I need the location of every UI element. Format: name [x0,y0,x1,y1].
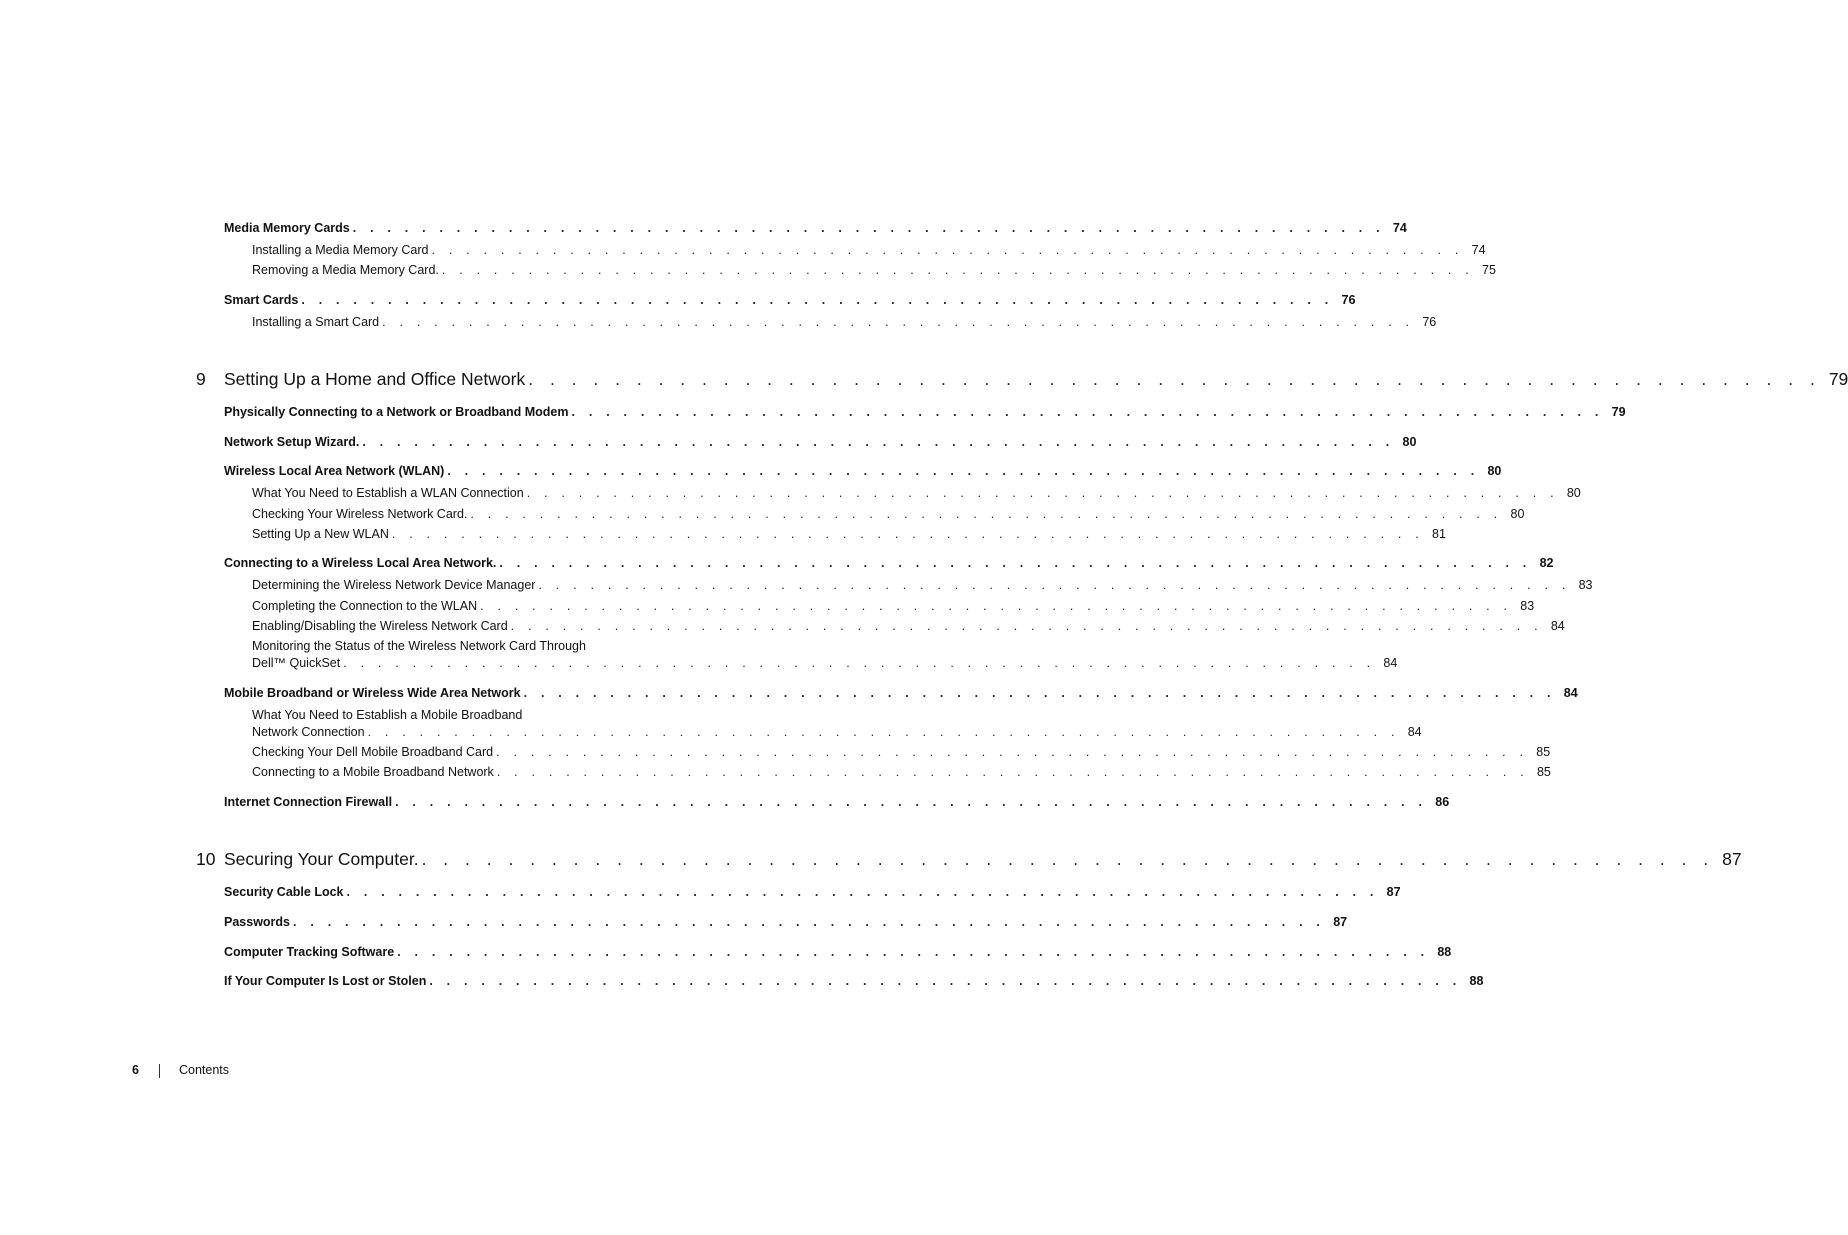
toc-entry-title: Media Memory Cards [224,221,350,235]
toc-section[interactable] [224,685,1578,702]
toc-section[interactable] [224,463,1502,480]
footer-section-label: Contents [179,1063,230,1077]
toc-subsection[interactable] [252,618,1565,635]
toc-entry-title: Checking Your Dell Mobile Broadband Card [252,745,494,759]
toc-entry-title: Smart Cards [224,293,299,307]
toc-page-number: 87 [1722,849,1742,869]
toc-entry-title: Connecting to a Wireless Local Area Network. [224,556,497,570]
toc-page-number: 80 [1510,507,1525,521]
toc-page-number: 81 [1432,527,1446,541]
toc-page-number: 86 [1435,795,1450,809]
toc-dot-leader: . . . . . . . . . . . . . . . . . . . . . . . . . . . . . . . . . . . . . . . . . . . . . . . . . . . . . . . . . . . . [447,464,1480,478]
toc-section[interactable] [224,973,1484,990]
toc-entry-title: Connecting to a Mobile Broadband Network [252,765,494,779]
toc-dot-leader: . . . . . . . . . . . . . . . . . . . . . . . . . . . . . . . . . . . . . . . . . . . . . . . . . . . . . . . . . . . . [293,915,1326,929]
toc-section[interactable] [224,434,1417,451]
toc-dot-leader: . . . . . . . . . . . . . . . . . . . . . . . . . . . . . . . . . . . . . . . . . . . . . . . . . . . . . . . . . . . . [528,369,1821,389]
toc-page-number: 74 [1392,221,1407,235]
toc-chapter-number: 9 [196,369,206,389]
toc-subsection[interactable] [252,744,1551,761]
toc-entry-title: Installing a Media Memory Card [252,243,429,257]
toc-chapter-number: 10 [196,849,216,869]
toc-subsection[interactable] [252,526,1446,543]
toc-section[interactable] [224,220,1407,237]
toc-page-number: 80 [1402,435,1417,449]
toc-entry-title: Dell™ QuickSet [252,656,341,670]
toc-page-number: 79 [1828,369,1848,389]
toc-page-number: 76 [1422,315,1437,329]
toc-dot-leader: . . . . . . . . . . . . . . . . . . . . . . . . . . . . . . . . . . . . . . . . . . . . . . . . . . . . . . . . . . . . [470,507,1503,521]
toc-entry-title: Security Cable Lock [224,885,344,899]
toc-dot-leader: . . . . . . . . . . . . . . . . . . . . . . . . . . . . . . . . . . . . . . . . . . . . . . . . . . . . . . . . . . . . [441,263,1474,277]
toc-section[interactable] [224,555,1554,572]
toc-dot-leader: . . . . . . . . . . . . . . . . . . . . . . . . . . . . . . . . . . . . . . . . . . . . . . . . . . . . . . . . . . . . [391,527,1424,541]
toc-entry-title: Internet Connection Firewall [224,795,393,809]
toc-dot-leader: . . . . . . . . . . . . . . . . . . . . . . . . . . . . . . . . . . . . . . . . . . . . . . . . . . . . . . . . . . . . [499,556,1532,570]
toc-entry-title: Network Connection [252,725,365,739]
toc-subsection[interactable] [252,506,1525,523]
toc-entry-title: Computer Tracking Software [224,945,395,959]
toc-dot-leader: . . . . . . . . . . . . . . . . . . . . . . . . . . . . . . . . . . . . . . . . . . . . . . . . . . . . . . . . . . . . [523,686,1556,700]
toc-section[interactable] [224,794,1450,811]
toc-page-number: 83 [1520,599,1535,613]
toc-chapter[interactable] [224,368,1848,390]
toc-entry-title: Passwords [224,915,291,929]
toc-page-number: 82 [1539,556,1554,570]
toc-dot-leader: . . . . . . . . . . . . . . . . . . . . . . . . . . . . . . . . . . . . . . . . . . . . . . . . . . . . . . . . . . . . [571,405,1604,419]
toc-dot-leader: . . . . . . . . . . . . . . . . . . . . . . . . . . . . . . . . . . . . . . . . . . . . . . . . . . . . . . . . . . . . [526,486,1559,500]
toc-subsection[interactable] [252,242,1486,259]
toc-dot-leader: . . . . . . . . . . . . . . . . . . . . . . . . . . . . . . . . . . . . . . . . . . . . . . . . . . . . . . . . . . . . [431,243,1464,257]
toc-subsection[interactable] [252,577,1593,594]
toc-page-number: 88 [1469,974,1484,988]
toc-dot-leader: . . . . . . . . . . . . . . . . . . . . . . . . . . . . . . . . . . . . . . . . . . . . . . . . . . . . . . . . . . . . [496,745,1529,759]
toc-section[interactable] [224,884,1401,901]
toc-dot-leader: . . . . . . . . . . . . . . . . . . . . . . . . . . . . . . . . . . . . . . . . . . . . . . . . . . . . . . . . . . . . [496,765,1529,779]
toc-page-number: 83 [1578,578,1593,592]
toc-subsection[interactable] [252,707,1422,741]
toc-entry-title-line1: Monitoring the Status of the Wireless Network Card Through [252,639,586,653]
toc-page-number: 75 [1482,263,1496,277]
toc-dot-leader: . . . . . . . . . . . . . . . . . . . . . . . . . . . . . . . . . . . . . . . . . . . . . . . . . . . . . . . . . . . . [346,885,1379,899]
toc-page-number: 87 [1333,915,1348,929]
toc-dot-leader: . . . . . . . . . . . . . . . . . . . . . . . . . . . . . . . . . . . . . . . . . . . . . . . . . . . . . . . . . . . . [301,293,1334,307]
toc-page-number: 79 [1611,405,1626,419]
toc-page-number: 88 [1437,945,1452,959]
toc-page-number: 80 [1566,486,1581,500]
toc-page-number: 74 [1471,243,1486,257]
toc-page-number: 76 [1341,293,1356,307]
toc-section[interactable] [224,944,1452,961]
toc-page-number: 85 [1536,765,1551,779]
toc-subsection[interactable] [252,314,1437,331]
toc-section[interactable] [224,914,1348,931]
toc-subsection[interactable] [252,638,1398,672]
toc-page-number: 84 [1563,686,1578,700]
toc-dot-leader: . . . . . . . . . . . . . . . . . . . . . . . . . . . . . . . . . . . . . . . . . . . . . . . . . . . . . . . . . . . . [480,599,1513,613]
toc-entry-title: Completing the Connection to the WLAN [252,599,478,613]
toc-page-number: 80 [1487,464,1502,478]
toc-entry-title: Physically Connecting to a Network or Broadband Modem [224,405,569,419]
toc-chapter[interactable] [224,848,1742,870]
toc-subsection[interactable] [252,262,1496,279]
toc-dot-leader: . . . . . . . . . . . . . . . . . . . . . . . . . . . . . . . . . . . . . . . . . . . . . . . . . . . . . . . . . . . . [421,849,1715,869]
toc-page-number: 84 [1550,619,1565,633]
toc-subsection[interactable] [252,485,1581,502]
toc-subsection[interactable] [252,598,1535,615]
toc-dot-leader: . . . . . . . . . . . . . . . . . . . . . . . . . . . . . . . . . . . . . . . . . . . . . . . . . . . . . . . . . . . . [538,578,1571,592]
toc-dot-leader: . . . . . . . . . . . . . . . . . . . . . . . . . . . . . . . . . . . . . . . . . . . . . . . . . . . . . . . . . . . . [362,435,1395,449]
toc-page-number: 84 [1383,656,1398,670]
toc-entry-title: Mobile Broadband or Wireless Wide Area Network [224,686,521,700]
toc-page-number: 87 [1386,885,1401,899]
toc-section[interactable] [224,404,1626,421]
toc-entry-title: Wireless Local Area Network (WLAN) [224,464,445,478]
toc-dot-leader: . . . . . . . . . . . . . . . . . . . . . . . . . . . . . . . . . . . . . . . . . . . . . . . . . . . . . . . . . . . . [382,315,1415,329]
toc-dot-leader: . . . . . . . . . . . . . . . . . . . . . . . . . . . . . . . . . . . . . . . . . . . . . . . . . . . . . . . . . . . . [510,619,1543,633]
toc-entry-title: Enabling/Disabling the Wireless Network Card [252,619,508,633]
toc-entry-title: What You Need to Establish a WLAN Connection [252,486,524,500]
toc-entry-title: Setting Up a Home and Office Network [224,369,526,389]
toc-entry-title: Network Setup Wizard. [224,435,360,449]
toc-page-number: 84 [1407,725,1422,739]
toc-entry-title: Securing Your Computer. [224,849,419,869]
toc-dot-leader: . . . . . . . . . . . . . . . . . . . . . . . . . . . . . . . . . . . . . . . . . . . . . . . . . . . . . . . . . . . . [343,656,1376,670]
toc-subsection[interactable] [252,764,1551,781]
toc-section[interactable] [224,292,1356,309]
toc-entry-title: Determining the Wireless Network Device Manager [252,578,536,592]
toc-dot-leader: . . . . . . . . . . . . . . . . . . . . . . . . . . . . . . . . . . . . . . . . . . . . . . . . . . . . . . . . . . . . [397,945,1430,959]
footer-separator [159,1064,160,1078]
footer-page-number: 6 [132,1063,139,1077]
toc-dot-leader: . . . . . . . . . . . . . . . . . . . . . . . . . . . . . . . . . . . . . . . . . . . . . . . . . . . . . . . . . . . . [429,974,1462,988]
toc-entry-title: If Your Computer Is Lost or Stolen [224,974,427,988]
toc-entry-title: Setting Up a New WLAN [252,527,389,541]
toc-entry-title: Installing a Smart Card [252,315,380,329]
toc-dot-leader: . . . . . . . . . . . . . . . . . . . . . . . . . . . . . . . . . . . . . . . . . . . . . . . . . . . . . . . . . . . . [352,221,1385,235]
toc-page-number: 85 [1536,745,1551,759]
toc-dot-leader: . . . . . . . . . . . . . . . . . . . . . . . . . . . . . . . . . . . . . . . . . . . . . . . . . . . . . . . . . . . . [367,725,1400,739]
toc-entry-title: Checking Your Wireless Network Card. [252,507,468,521]
toc-entry-title: Removing a Media Memory Card. [252,263,439,277]
toc-entry-title-line1: What You Need to Establish a Mobile Broadband [252,708,523,722]
toc-dot-leader: . . . . . . . . . . . . . . . . . . . . . . . . . . . . . . . . . . . . . . . . . . . . . . . . . . . . . . . . . . . . [395,795,1428,809]
